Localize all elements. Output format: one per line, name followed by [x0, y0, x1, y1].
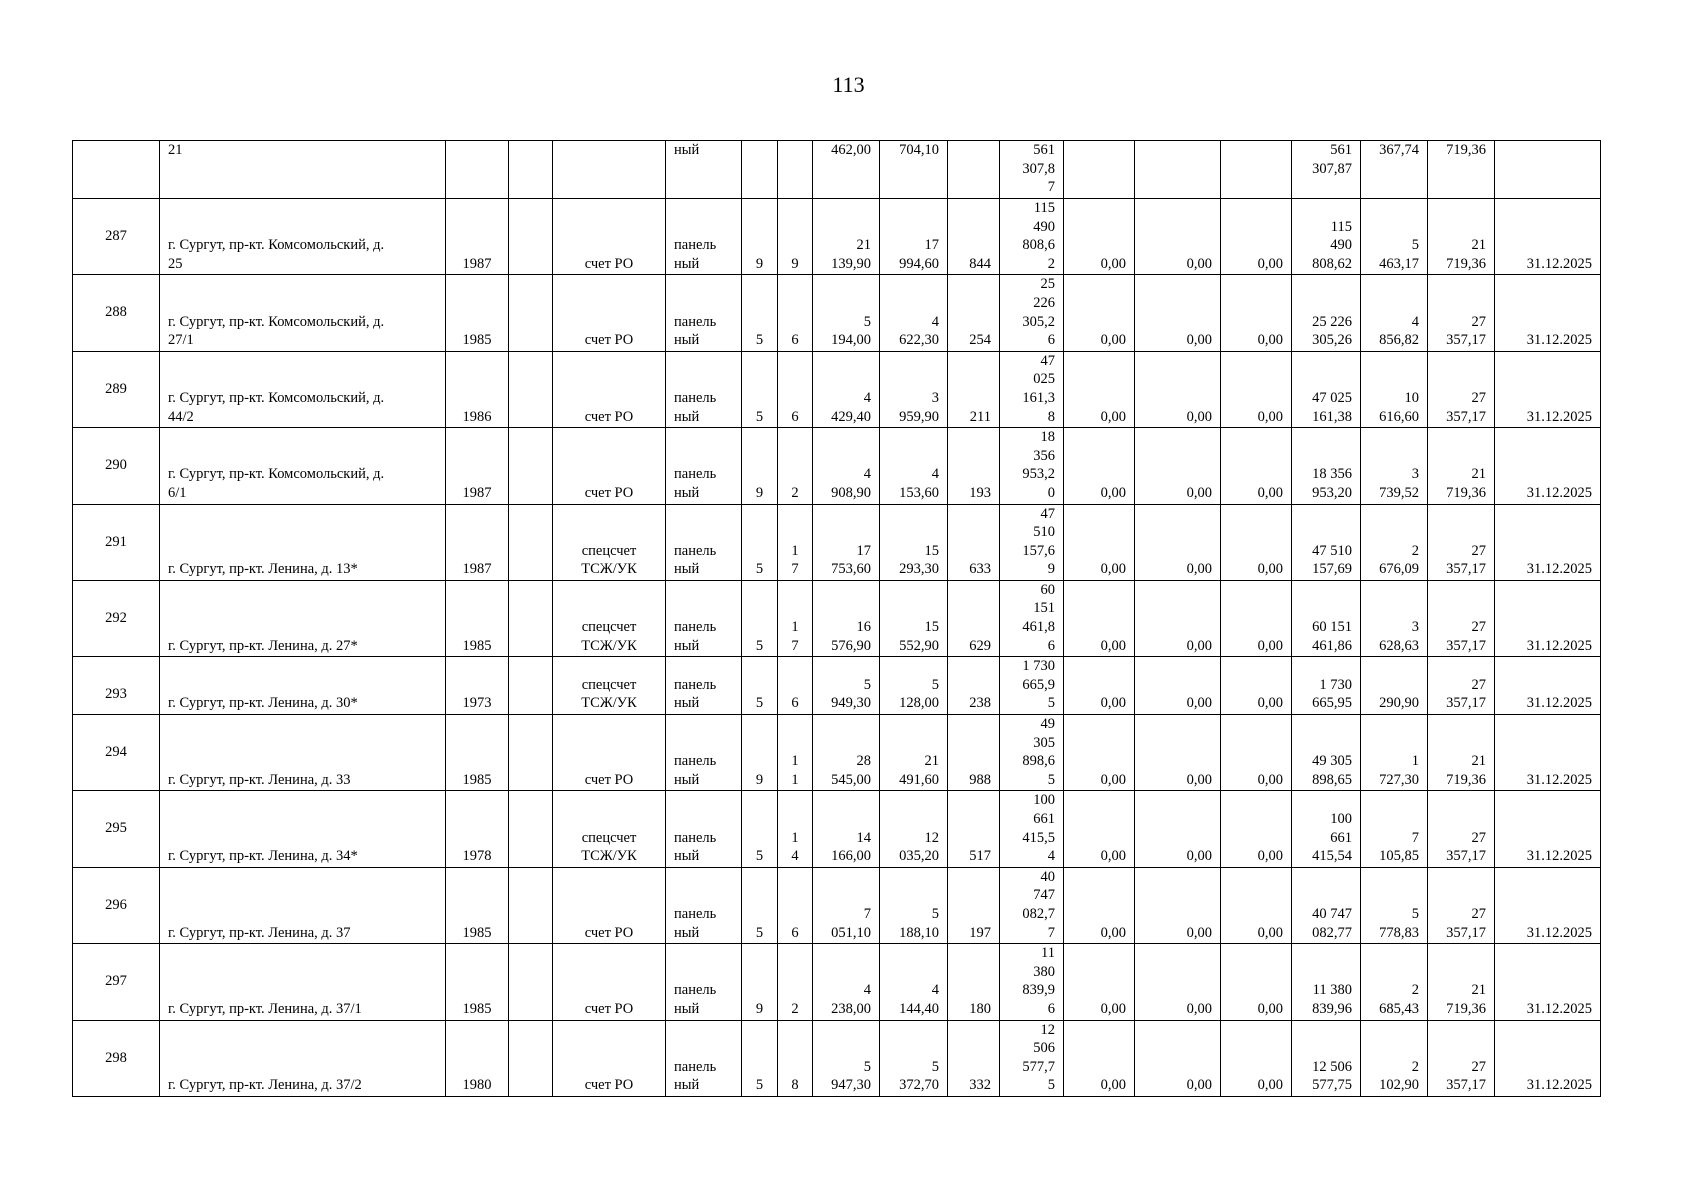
cell-address: г. Сургут, пр-кт. Ленина, д. 37 — [160, 867, 446, 943]
cell-floors: 9 — [742, 944, 778, 1020]
cell-date: 31.12.2025 — [1495, 1020, 1601, 1096]
cell-c2: 0,00 — [1135, 428, 1221, 504]
cell-date: 31.12.2025 — [1495, 199, 1601, 275]
cell-c2: 0,00 — [1135, 275, 1221, 351]
cell-c3: 0,00 — [1221, 657, 1292, 715]
cell-residents: 180 — [948, 944, 1000, 1020]
cell-num: 289 — [73, 351, 160, 427]
cell-wall: панель ный — [666, 275, 742, 351]
cell-c3: 0,00 — [1221, 580, 1292, 656]
cell-floors: 5 — [742, 867, 778, 943]
cell-cost-fund: 47 025 161,38 — [1292, 351, 1361, 427]
cell-cost: 49 305 898,6 5 — [1000, 715, 1064, 791]
cell-area-living: 5 128,00 — [880, 657, 948, 715]
cell-area-total: 5 949,30 — [813, 657, 880, 715]
cell-floors: 5 — [742, 791, 778, 867]
cell-area-total: 4 908,90 — [813, 428, 880, 504]
cell-year: 1978 — [446, 791, 509, 867]
cell-entrances: 6 — [778, 275, 813, 351]
cell-num: 288 — [73, 275, 160, 351]
cell-c1: 0,00 — [1064, 199, 1135, 275]
cell-area-living: 15 552,90 — [880, 580, 948, 656]
cell-area-total: 4 429,40 — [813, 351, 880, 427]
housing-register-table — [72, 140, 1601, 1097]
cell-date: 31.12.2025 — [1495, 428, 1601, 504]
cell-limit: 21 719,36 — [1428, 199, 1495, 275]
cell-c2: 0,00 — [1135, 657, 1221, 715]
cell-limit: 719,36 — [1428, 141, 1495, 199]
cell-date — [1495, 141, 1601, 199]
cell-method: счет РО — [553, 867, 666, 943]
cell-empty — [509, 715, 553, 791]
cell-per-sqm: 4 856,82 — [1361, 275, 1428, 351]
cell-empty — [509, 275, 553, 351]
cell-num — [73, 141, 160, 199]
cell-area-living: 704,10 — [880, 141, 948, 199]
cell-limit: 27 357,17 — [1428, 1020, 1495, 1096]
cell-limit: 27 357,17 — [1428, 791, 1495, 867]
table-row — [73, 351, 1601, 427]
cell-cost: 12 506 577,7 5 — [1000, 1020, 1064, 1096]
cell-c3: 0,00 — [1221, 944, 1292, 1020]
cell-wall: панель ный — [666, 791, 742, 867]
cell-wall: панель ный — [666, 351, 742, 427]
cell-area-total: 5 947,30 — [813, 1020, 880, 1096]
cell-entrances — [778, 141, 813, 199]
cell-c1: 0,00 — [1064, 715, 1135, 791]
cell-year: 1985 — [446, 715, 509, 791]
cell-entrances: 8 — [778, 1020, 813, 1096]
cell-residents: 332 — [948, 1020, 1000, 1096]
cell-cost-fund: 40 747 082,77 — [1292, 867, 1361, 943]
cell-empty — [509, 351, 553, 427]
cell-residents: 629 — [948, 580, 1000, 656]
table-row — [73, 791, 1601, 867]
cell-c1: 0,00 — [1064, 1020, 1135, 1096]
cell-limit: 27 357,17 — [1428, 867, 1495, 943]
cell-area-total: 17 753,60 — [813, 504, 880, 580]
cell-empty — [509, 580, 553, 656]
cell-entrances: 6 — [778, 867, 813, 943]
cell-empty — [509, 867, 553, 943]
cell-method: спецсчет ТСЖ/УК — [553, 580, 666, 656]
cell-area-living: 5 188,10 — [880, 867, 948, 943]
cell-c2: 0,00 — [1135, 867, 1221, 943]
cell-num: 292 — [73, 580, 160, 656]
cell-c2: 0,00 — [1135, 944, 1221, 1020]
cell-address: г. Сургут, пр-кт. Ленина, д. 37/2 — [160, 1020, 446, 1096]
cell-address: г. Сургут, пр-кт. Ленина, д. 37/1 — [160, 944, 446, 1020]
table-body — [73, 141, 1601, 1097]
cell-date: 31.12.2025 — [1495, 275, 1601, 351]
cell-cost-fund: 115 490 808,62 — [1292, 199, 1361, 275]
cell-per-sqm: 3 739,52 — [1361, 428, 1428, 504]
table-row — [73, 867, 1601, 943]
page-number: 113 — [832, 72, 865, 97]
cell-c1: 0,00 — [1064, 580, 1135, 656]
cell-num: 298 — [73, 1020, 160, 1096]
cell-limit: 27 357,17 — [1428, 275, 1495, 351]
cell-empty — [509, 1020, 553, 1096]
cell-method: счет РО — [553, 275, 666, 351]
cell-empty — [509, 141, 553, 199]
cell-method — [553, 141, 666, 199]
cell-method: счет РО — [553, 351, 666, 427]
cell-cost: 47 025 161,3 8 — [1000, 351, 1064, 427]
cell-entrances: 9 — [778, 199, 813, 275]
cell-c3: 0,00 — [1221, 867, 1292, 943]
cell-residents: 517 — [948, 791, 1000, 867]
cell-cost-fund: 12 506 577,75 — [1292, 1020, 1361, 1096]
table-row — [73, 428, 1601, 504]
cell-empty — [509, 199, 553, 275]
cell-floors: 5 — [742, 351, 778, 427]
cell-residents: 197 — [948, 867, 1000, 943]
cell-method: счет РО — [553, 715, 666, 791]
cell-num: 287 — [73, 199, 160, 275]
cell-method: счет РО — [553, 1020, 666, 1096]
cell-num: 290 — [73, 428, 160, 504]
cell-cost: 25 226 305,2 6 — [1000, 275, 1064, 351]
cell-wall: панель ный — [666, 428, 742, 504]
cell-per-sqm: 5 463,17 — [1361, 199, 1428, 275]
cell-floors: 5 — [742, 504, 778, 580]
cell-c1: 0,00 — [1064, 791, 1135, 867]
cell-per-sqm: 1 727,30 — [1361, 715, 1428, 791]
cell-wall: панель ный — [666, 867, 742, 943]
cell-per-sqm: 10 616,60 — [1361, 351, 1428, 427]
cell-num: 293 — [73, 657, 160, 715]
cell-cost: 561 307,8 7 — [1000, 141, 1064, 199]
cell-date: 31.12.2025 — [1495, 504, 1601, 580]
cell-area-total: 28 545,00 — [813, 715, 880, 791]
cell-num: 295 — [73, 791, 160, 867]
cell-date: 31.12.2025 — [1495, 944, 1601, 1020]
cell-floors: 5 — [742, 275, 778, 351]
cell-area-total: 462,00 — [813, 141, 880, 199]
cell-cost-fund: 100 661 415,54 — [1292, 791, 1361, 867]
cell-per-sqm: 2 102,90 — [1361, 1020, 1428, 1096]
cell-address: г. Сургут, пр-кт. Ленина, д. 13* — [160, 504, 446, 580]
cell-c1: 0,00 — [1064, 867, 1135, 943]
cell-c2 — [1135, 141, 1221, 199]
cell-empty — [509, 504, 553, 580]
cell-method: спецсчет ТСЖ/УК — [553, 657, 666, 715]
cell-wall: панель ный — [666, 1020, 742, 1096]
cell-c2: 0,00 — [1135, 1020, 1221, 1096]
continuation-row — [73, 141, 1601, 199]
table-row — [73, 944, 1601, 1020]
cell-cost: 1 730 665,9 5 — [1000, 657, 1064, 715]
cell-wall: панель ный — [666, 944, 742, 1020]
table-row — [73, 657, 1601, 715]
cell-floors: 5 — [742, 657, 778, 715]
cell-area-living: 15 293,30 — [880, 504, 948, 580]
cell-residents: 633 — [948, 504, 1000, 580]
cell-date: 31.12.2025 — [1495, 657, 1601, 715]
cell-area-living: 4 153,60 — [880, 428, 948, 504]
cell-address: г. Сургут, пр-кт. Комсомольский, д. 25 — [160, 199, 446, 275]
cell-floors: 5 — [742, 1020, 778, 1096]
cell-c1: 0,00 — [1064, 944, 1135, 1020]
cell-method: спецсчет ТСЖ/УК — [553, 791, 666, 867]
cell-method: спецсчет ТСЖ/УК — [553, 504, 666, 580]
cell-area-total: 4 238,00 — [813, 944, 880, 1020]
cell-year: 1987 — [446, 428, 509, 504]
table-row — [73, 199, 1601, 275]
cell-address: г. Сургут, пр-кт. Ленина, д. 33 — [160, 715, 446, 791]
cell-cost-fund: 60 151 461,86 — [1292, 580, 1361, 656]
cell-residents — [948, 141, 1000, 199]
cell-num: 296 — [73, 867, 160, 943]
cell-wall: панель ный — [666, 504, 742, 580]
cell-per-sqm: 2 685,43 — [1361, 944, 1428, 1020]
cell-year: 1987 — [446, 199, 509, 275]
cell-limit: 27 357,17 — [1428, 504, 1495, 580]
cell-cost: 60 151 461,8 6 — [1000, 580, 1064, 656]
cell-address: г. Сургут, пр-кт. Ленина, д. 27* — [160, 580, 446, 656]
cell-c2: 0,00 — [1135, 715, 1221, 791]
cell-year: 1980 — [446, 1020, 509, 1096]
cell-address: 21 — [160, 141, 446, 199]
cell-floors: 9 — [742, 199, 778, 275]
cell-c3: 0,00 — [1221, 428, 1292, 504]
cell-year: 1985 — [446, 580, 509, 656]
cell-year: 1986 — [446, 351, 509, 427]
cell-address: г. Сургут, пр-кт. Ленина, д. 30* — [160, 657, 446, 715]
cell-cost-fund: 25 226 305,26 — [1292, 275, 1361, 351]
cell-date: 31.12.2025 — [1495, 867, 1601, 943]
cell-entrances: 1 7 — [778, 580, 813, 656]
cell-c3 — [1221, 141, 1292, 199]
cell-per-sqm: 367,74 — [1361, 141, 1428, 199]
cell-address: г. Сургут, пр-кт. Комсомольский, д. 6/1 — [160, 428, 446, 504]
cell-area-living: 4 144,40 — [880, 944, 948, 1020]
cell-limit: 27 357,17 — [1428, 657, 1495, 715]
cell-address: г. Сургут, пр-кт. Ленина, д. 34* — [160, 791, 446, 867]
cell-wall: панель ный — [666, 199, 742, 275]
cell-per-sqm: 5 778,83 — [1361, 867, 1428, 943]
cell-c1: 0,00 — [1064, 657, 1135, 715]
cell-cost: 47 510 157,6 9 — [1000, 504, 1064, 580]
cell-c2: 0,00 — [1135, 199, 1221, 275]
cell-limit: 21 719,36 — [1428, 715, 1495, 791]
cell-method: счет РО — [553, 428, 666, 504]
cell-c2: 0,00 — [1135, 351, 1221, 427]
cell-method: счет РО — [553, 199, 666, 275]
cell-num: 294 — [73, 715, 160, 791]
cell-empty — [509, 791, 553, 867]
cell-area-total: 16 576,90 — [813, 580, 880, 656]
cell-entrances: 2 — [778, 428, 813, 504]
cell-limit: 27 357,17 — [1428, 351, 1495, 427]
table-row — [73, 1020, 1601, 1096]
cell-area-living: 4 622,30 — [880, 275, 948, 351]
cell-area-living: 12 035,20 — [880, 791, 948, 867]
cell-c2: 0,00 — [1135, 791, 1221, 867]
cell-cost: 18 356 953,2 0 — [1000, 428, 1064, 504]
cell-area-living: 5 372,70 — [880, 1020, 948, 1096]
cell-wall: панель ный — [666, 657, 742, 715]
cell-residents: 844 — [948, 199, 1000, 275]
cell-year: 1985 — [446, 275, 509, 351]
cell-cost-fund: 1 730 665,95 — [1292, 657, 1361, 715]
cell-residents: 988 — [948, 715, 1000, 791]
cell-floors: 9 — [742, 715, 778, 791]
cell-year: 1987 — [446, 504, 509, 580]
cell-entrances: 6 — [778, 351, 813, 427]
cell-year: 1985 — [446, 944, 509, 1020]
cell-cost: 115 490 808,6 2 — [1000, 199, 1064, 275]
cell-floors: 5 — [742, 580, 778, 656]
cell-per-sqm: 2 676,09 — [1361, 504, 1428, 580]
cell-c3: 0,00 — [1221, 351, 1292, 427]
cell-cost-fund: 561 307,87 — [1292, 141, 1361, 199]
cell-area-total: 7 051,10 — [813, 867, 880, 943]
cell-c2: 0,00 — [1135, 504, 1221, 580]
cell-area-living: 21 491,60 — [880, 715, 948, 791]
cell-date: 31.12.2025 — [1495, 351, 1601, 427]
cell-entrances: 1 1 — [778, 715, 813, 791]
cell-entrances: 1 4 — [778, 791, 813, 867]
cell-c2: 0,00 — [1135, 580, 1221, 656]
cell-c3: 0,00 — [1221, 504, 1292, 580]
cell-c3: 0,00 — [1221, 791, 1292, 867]
cell-floors — [742, 141, 778, 199]
cell-floors: 9 — [742, 428, 778, 504]
cell-limit: 21 719,36 — [1428, 428, 1495, 504]
cell-residents: 254 — [948, 275, 1000, 351]
cell-cost: 11 380 839,9 6 — [1000, 944, 1064, 1020]
cell-empty — [509, 428, 553, 504]
cell-area-total: 14 166,00 — [813, 791, 880, 867]
cell-date: 31.12.2025 — [1495, 791, 1601, 867]
cell-c3: 0,00 — [1221, 199, 1292, 275]
cell-entrances: 2 — [778, 944, 813, 1020]
cell-per-sqm: 3 628,63 — [1361, 580, 1428, 656]
cell-per-sqm: 7 105,85 — [1361, 791, 1428, 867]
cell-year: 1985 — [446, 867, 509, 943]
cell-year — [446, 141, 509, 199]
cell-residents: 193 — [948, 428, 1000, 504]
table-row — [73, 275, 1601, 351]
cell-entrances: 1 7 — [778, 504, 813, 580]
cell-c1: 0,00 — [1064, 504, 1135, 580]
cell-limit: 21 719,36 — [1428, 944, 1495, 1020]
cell-cost-fund: 47 510 157,69 — [1292, 504, 1361, 580]
cell-area-living: 3 959,90 — [880, 351, 948, 427]
cell-address: г. Сургут, пр-кт. Комсомольский, д. 44/2 — [160, 351, 446, 427]
cell-num: 291 — [73, 504, 160, 580]
cell-cost: 100 661 415,5 4 — [1000, 791, 1064, 867]
cell-c1 — [1064, 141, 1135, 199]
cell-num: 297 — [73, 944, 160, 1020]
cell-date: 31.12.2025 — [1495, 715, 1601, 791]
table-row — [73, 504, 1601, 580]
table-row — [73, 715, 1601, 791]
table-row — [73, 580, 1601, 656]
cell-cost-fund: 18 356 953,20 — [1292, 428, 1361, 504]
cell-per-sqm: 290,90 — [1361, 657, 1428, 715]
cell-empty — [509, 944, 553, 1020]
cell-limit: 27 357,17 — [1428, 580, 1495, 656]
cell-c1: 0,00 — [1064, 428, 1135, 504]
cell-area-living: 17 994,60 — [880, 199, 948, 275]
cell-c3: 0,00 — [1221, 275, 1292, 351]
cell-wall: ный — [666, 141, 742, 199]
cell-year: 1973 — [446, 657, 509, 715]
cell-cost: 40 747 082,7 7 — [1000, 867, 1064, 943]
cell-c3: 0,00 — [1221, 715, 1292, 791]
cell-cost-fund: 11 380 839,96 — [1292, 944, 1361, 1020]
cell-c1: 0,00 — [1064, 351, 1135, 427]
cell-address: г. Сургут, пр-кт. Комсомольский, д. 27/1 — [160, 275, 446, 351]
cell-date: 31.12.2025 — [1495, 580, 1601, 656]
cell-entrances: 6 — [778, 657, 813, 715]
cell-empty — [509, 657, 553, 715]
cell-area-total: 5 194,00 — [813, 275, 880, 351]
cell-cost-fund: 49 305 898,65 — [1292, 715, 1361, 791]
cell-residents: 211 — [948, 351, 1000, 427]
cell-area-total: 21 139,90 — [813, 199, 880, 275]
cell-residents: 238 — [948, 657, 1000, 715]
cell-method: счет РО — [553, 944, 666, 1020]
cell-c1: 0,00 — [1064, 275, 1135, 351]
cell-wall: панель ный — [666, 580, 742, 656]
cell-c3: 0,00 — [1221, 1020, 1292, 1096]
cell-wall: панель ный — [666, 715, 742, 791]
